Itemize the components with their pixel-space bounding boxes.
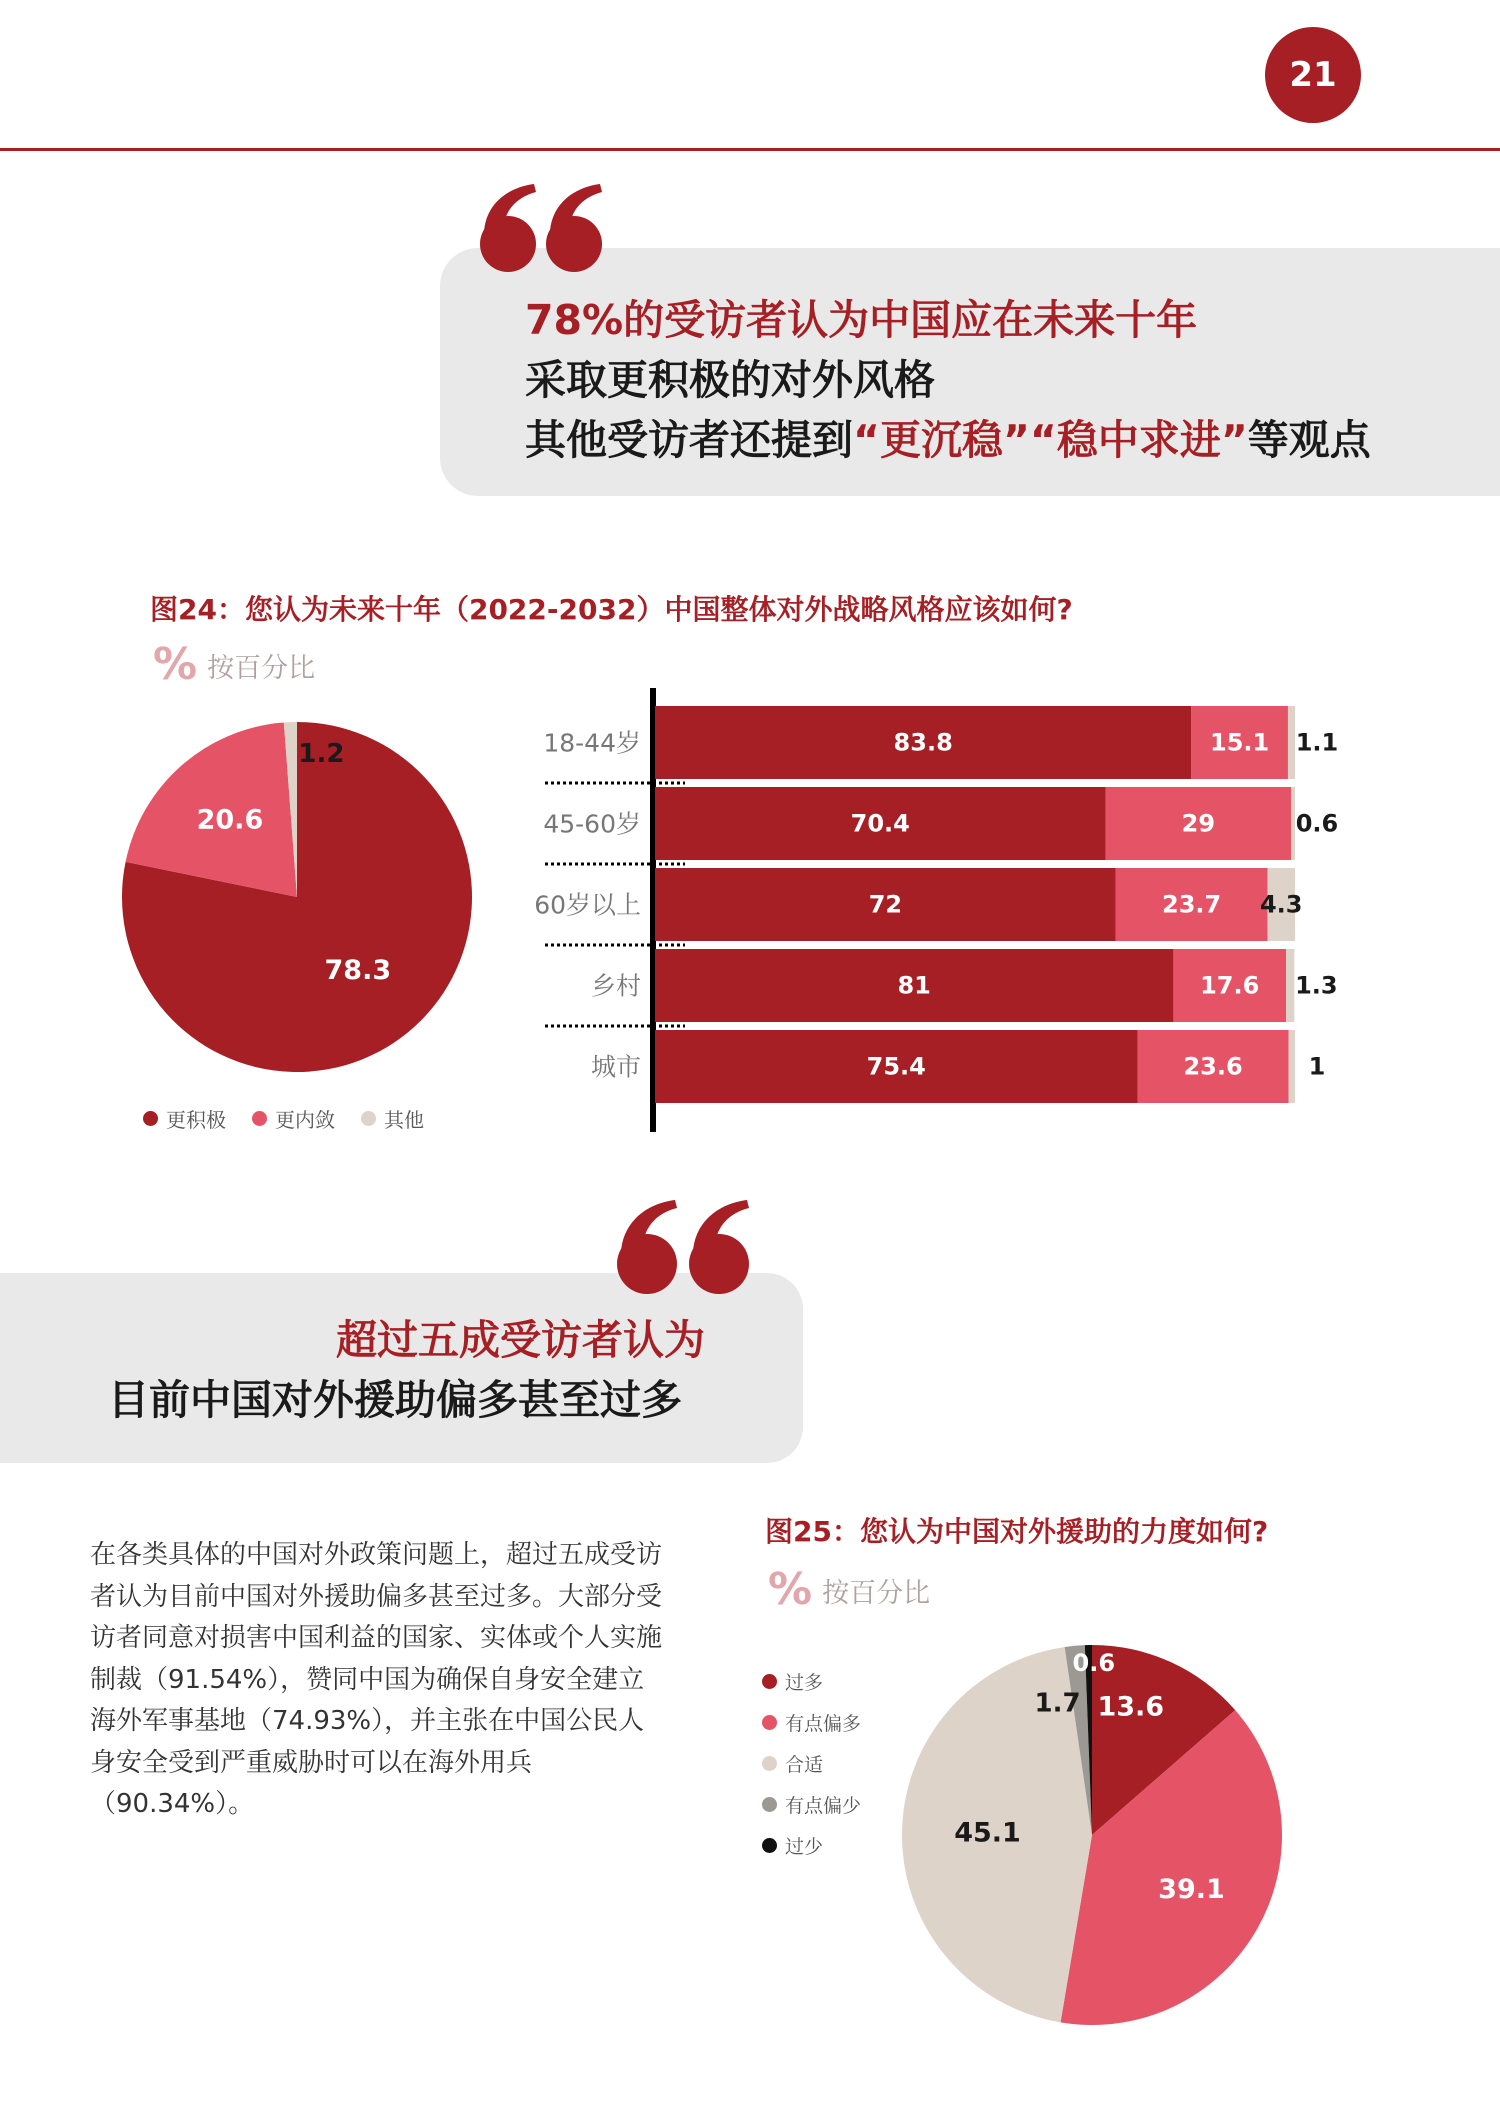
fig25-unit-label: 按百分比 xyxy=(822,1577,931,1609)
bar-value-label: 17.6 xyxy=(1200,971,1260,1000)
legend-label: 更积极 xyxy=(166,1108,226,1132)
pie-data-label: 78.3 xyxy=(324,955,392,987)
quote1-line3 xyxy=(525,410,1371,470)
legend-dot-pink xyxy=(762,1715,777,1730)
legend-label: 过少 xyxy=(785,1836,824,1858)
legend-item-too-much xyxy=(762,1668,861,1695)
legend-dot-black xyxy=(762,1838,777,1853)
bar-value-label: 1 xyxy=(1308,1052,1326,1081)
category-label: 45-60岁 xyxy=(543,809,641,839)
legend-label: 合适 xyxy=(785,1754,824,1776)
pie-data-label: 13.6 xyxy=(1097,1691,1165,1723)
pie-data-label: 1.2 xyxy=(298,738,345,769)
legend-dot-dark-red xyxy=(143,1111,158,1126)
bar-value-label: 23.6 xyxy=(1183,1052,1243,1081)
fig25-title: 图25：您认为中国对外援助的力度如何? xyxy=(765,1515,1269,1548)
quote1-line3-prefix: 其他受访者还提到 xyxy=(525,416,853,464)
category-label: 乡村 xyxy=(590,971,641,1001)
bar-value-label: 0.6 xyxy=(1295,809,1339,838)
legend-dot-pink xyxy=(252,1111,267,1126)
percent-icon: % xyxy=(153,639,198,690)
bar-value-label: 83.8 xyxy=(893,728,953,757)
bar-value-label: 29 xyxy=(1181,809,1216,838)
legend-item-more-restrained xyxy=(252,1104,335,1133)
fig25-legend xyxy=(762,1668,861,1859)
legend-item-other xyxy=(361,1104,424,1133)
quote1-line3-highlight: “更沉稳”“稳中求进” xyxy=(853,416,1248,464)
legend-label: 过多 xyxy=(785,1672,824,1694)
pie-data-label: 0.6 xyxy=(1072,1649,1116,1678)
legend-label: 更内敛 xyxy=(275,1108,335,1132)
quote1-line3-suffix: 等观点 xyxy=(1247,416,1371,464)
legend-label: 有点偏多 xyxy=(785,1713,862,1735)
percent-icon: % xyxy=(768,1564,813,1615)
fig24-unit-label: 按百分比 xyxy=(207,652,316,684)
legend-item-more-active xyxy=(143,1104,226,1133)
page-number: 21 xyxy=(1289,55,1337,95)
legend-label: 其他 xyxy=(384,1108,424,1132)
pie-data-label: 1.7 xyxy=(1034,1688,1081,1719)
pie-data-label: 39.1 xyxy=(1158,1874,1225,1906)
legend-dot-beige xyxy=(361,1111,376,1126)
legend-item-somewhat-little xyxy=(762,1791,861,1818)
bar-value-label: 15.1 xyxy=(1210,728,1270,757)
fig25-pie-chart xyxy=(880,1620,1320,2040)
bar-value-label: 1.3 xyxy=(1295,971,1338,1000)
fig24-legend xyxy=(143,1104,424,1133)
pie-data-label: 45.1 xyxy=(954,1817,1021,1849)
bar-segment xyxy=(1288,706,1295,779)
category-label: 城市 xyxy=(590,1052,641,1082)
bar-segment xyxy=(1291,787,1295,860)
legend-item-too-little xyxy=(762,1832,861,1859)
fig25-unit-note xyxy=(768,1564,931,1615)
bar-value-label: 4.3 xyxy=(1259,890,1303,919)
legend-item-appropriate xyxy=(762,1750,861,1777)
category-label: 60岁以上 xyxy=(534,890,641,920)
pie-data-label: 20.6 xyxy=(196,804,264,836)
body-paragraph: 在各类具体的中国对外政策问题上，超过五成受访者认为目前中国对外援助偏多甚至过多。大部分受访者同意对损害中国利益的国家、实体或个人实施制裁（91.54%），赞同中国为确保自身安全建立海外军事基地（74.93%），并主张在中国公民人身安全受到严重威胁时可以在海外用兵（90.34%）。 xyxy=(90,1540,663,1819)
page-number-badge xyxy=(1265,27,1361,123)
bar-value-label: 72 xyxy=(868,890,903,919)
bar-segment xyxy=(1286,949,1294,1022)
bar-value-label: 70.4 xyxy=(850,809,910,838)
quote-mark-icon xyxy=(615,1198,755,1298)
legend-label: 有点偏少 xyxy=(785,1795,862,1817)
quote1-line2: 采取更积极的对外风格 xyxy=(525,356,935,404)
legend-dot-gray xyxy=(762,1797,777,1812)
bar-value-label: 1.1 xyxy=(1295,728,1339,757)
legend-item-somewhat-much xyxy=(762,1709,861,1736)
bar-value-label: 81 xyxy=(897,971,931,1000)
legend-dot-dark-red xyxy=(762,1674,777,1689)
fig24-title: 图24：您认为未来十年（2022-2032）中国整体对外战略风格应该如何? xyxy=(150,593,1073,626)
quote1-line1: 78%的受访者认为中国应在未来十年 xyxy=(525,296,1198,344)
header-rule xyxy=(0,148,1500,151)
legend-dot-beige xyxy=(762,1756,777,1771)
fig24-pie-chart xyxy=(110,670,490,1090)
quote2-line1: 超过五成受访者认为 xyxy=(336,1316,705,1364)
bar-value-label: 23.7 xyxy=(1162,890,1222,919)
category-label: 18-44岁 xyxy=(543,728,641,758)
fig24-stacked-bar-chart xyxy=(510,680,1360,1140)
quote2-line2: 目前中国对外援助偏多甚至过多 xyxy=(108,1376,682,1424)
bar-value-label: 75.4 xyxy=(866,1052,926,1081)
quote-mark-icon xyxy=(478,182,608,274)
bar-segment xyxy=(1289,1030,1295,1103)
